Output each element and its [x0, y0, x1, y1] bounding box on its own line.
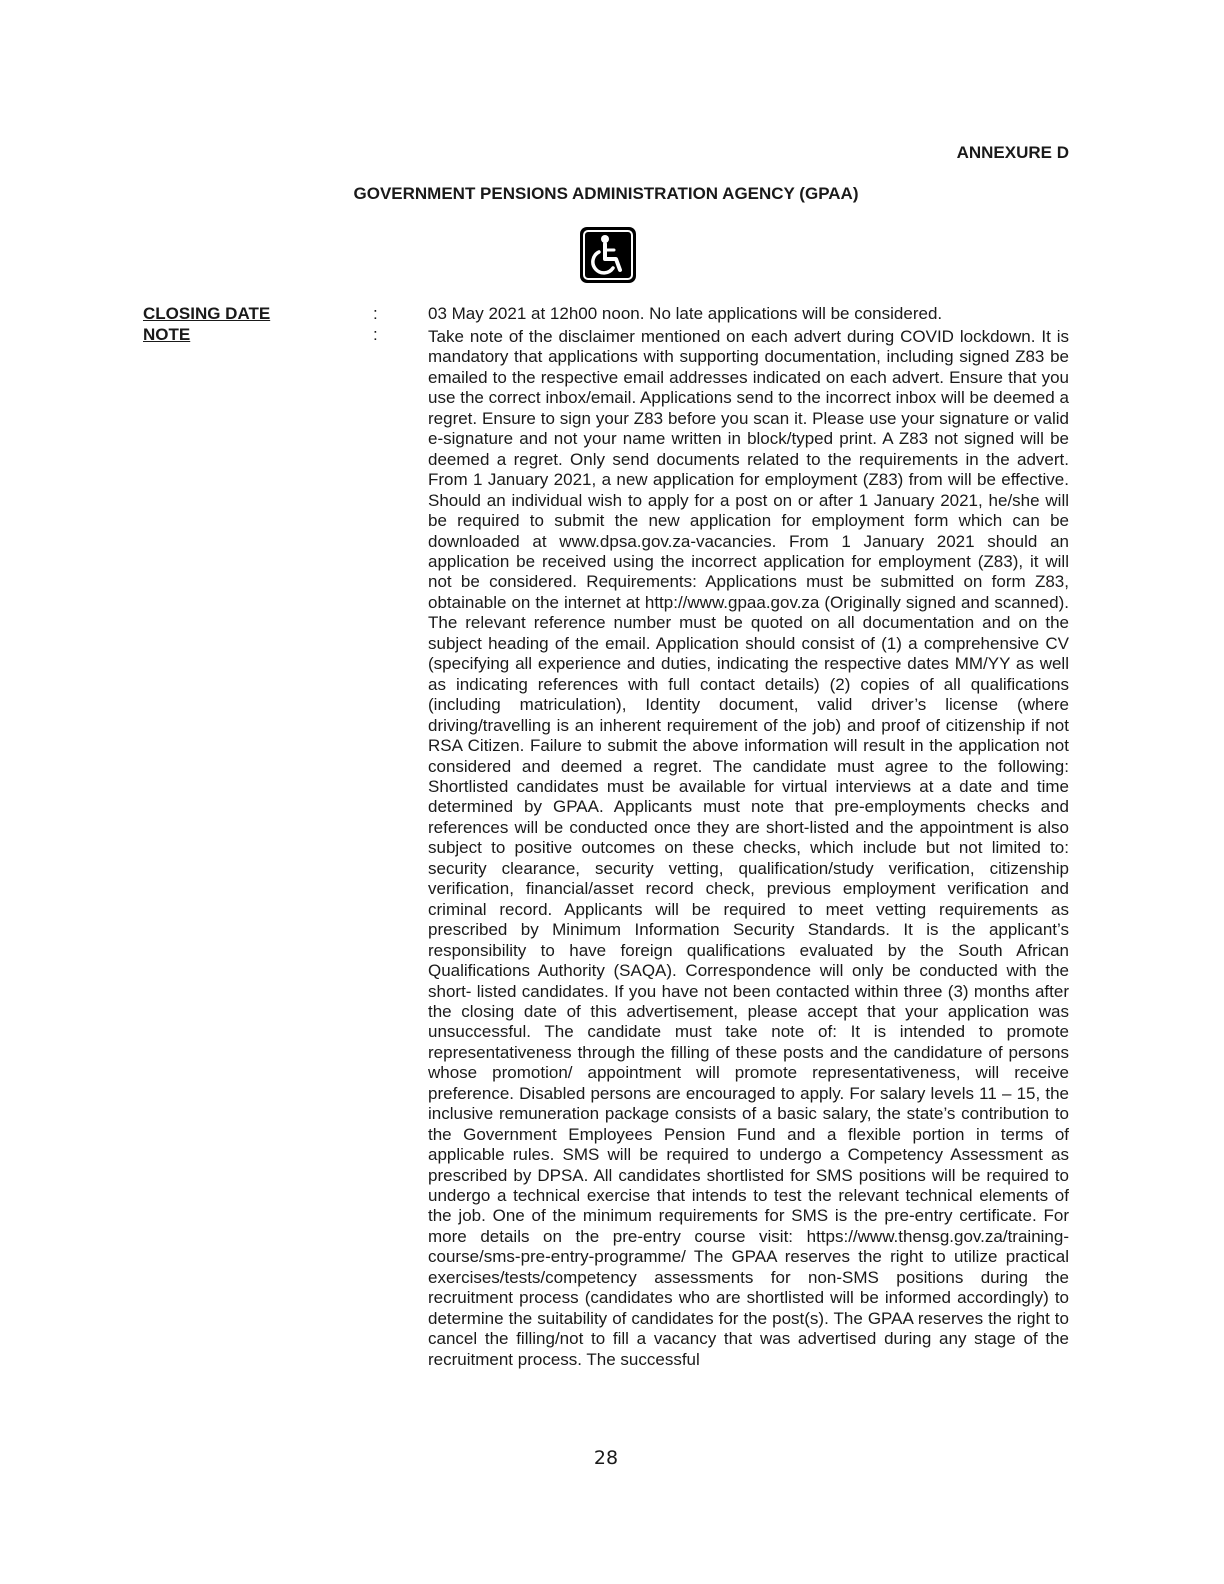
agency-title: GOVERNMENT PENSIONS ADMINISTRATION AGENCY (GPAA)	[353, 184, 859, 203]
closing-date-label: CLOSING DATE	[143, 304, 271, 323]
wheelchair-icon	[579, 226, 637, 284]
closing-date-colon: :	[373, 304, 378, 323]
note-text: Take note of the disclaimer mentioned on each advert during COVID lockdown. It is mandatory that applications with supporting documentation, including signed Z83 be emailed to the respective email addresses indicated on each advert. Ensure that you use the correct inbox/email. Applications send to the incorrect inbox will be deemed a regret. Ensure to sign your Z83 before you scan it. Please use your signature or valid e-signature and not your name written in block/typed print. A Z83 not signed will be deemed a regret. Only send documents related to the requirements in the advert. From 1 January 2021, a new application for employment (Z83) from will be effective. Should an individual wish to apply for a post on or after 1 January 2021, he/she will be required to submit the new application for employment form which can be downloaded at www.dpsa.gov.za-vacancies. From 1 January 2021 should an application be received using the incorrect application for employment (Z83), it will not be considered. Requirements: Applications must be submitted on form Z83, obtainable on the internet at http://www.gpaa.gov.za (Originally signed and scanned). The relevant reference number must be quoted on all documentation and on the subject heading of the email. Application should consist of (1) a comprehensive CV (specifying all experience and duties, indicating the respective dates MM/YY as well as indicating references with full contact details) (2) copies of all qualifications (including matriculation), Identity document, valid driver’s license (where driving/travelling is an inherent requirement of the job) and proof of citizenship if not RSA Citizen. Failure to submit the above information will result in the application not considered and deemed a regret. The candidate must agree to the following: Shortlisted candidates must be available for virtual interviews at a date and time determined by GPAA. Applicants must note that pre-employments checks and references will be conducted once they are short-listed and the appointment is also subject to positive outcomes on these checks, which include but not limited to: security clearance, security vetting, qualification/study verification, citizenship verification, financial/asset record check, previous employment verification and criminal record. Applicants will be required to meet vetting requirements as prescribed by Minimum Information Security Standards. It is the applicant’s responsibility to have foreign qualifications evaluated by the South African Qualifications Authority (SAQA). Correspondence will only be conducted with the short- listed candidates. If you have not been contacted within three (3) months after the closing date of this advertisement, please accept that your application was unsuccessful. The candidate must take note of: It is intended to promote representativeness through the filling of these posts and the candidature of persons whose promotion/ appointment will promote representativeness, will receive preference. Disabled persons are encouraged to apply. For salary levels 11 – 15, the inclusive remuneration package consists of a basic salary, the state’s contribution to the Government Employees Pension Fund and a flexible portion in terms of applicable rules. SMS will be required to undergo a Competency Assessment as prescribed by DPSA. All candidates shortlisted for SMS positions will be required to undergo a technical exercise that intends to test the relevant technical elements of the job. One of the minimum requirements for SMS is the pre-entry certificate. For more details on the pre-entry course visit: https://www.thensg.gov.za/training-course/sms-pre-entry-programme/ The GPAA reserves the right to utilize practical exercises/tests/competency assessments for non-SMS positions during the recruitment process (candidates who are shortlisted will be informed accordingly) to determine the suitability of candidates for the post(s). The GPAA reserves the right to cancel the filling/not to fill a vacancy that was advertised during any stage of the recruitment process. The successful	[428, 327, 1069, 1369]
note-colon: :	[373, 325, 378, 344]
annexure-heading: ANNEXURE D	[956, 143, 1069, 162]
page-number: 28	[593, 1447, 619, 1469]
note-label: NOTE	[143, 325, 191, 344]
closing-date-value: 03 May 2021 at 12h00 noon. No late applications will be considered.	[428, 304, 943, 323]
